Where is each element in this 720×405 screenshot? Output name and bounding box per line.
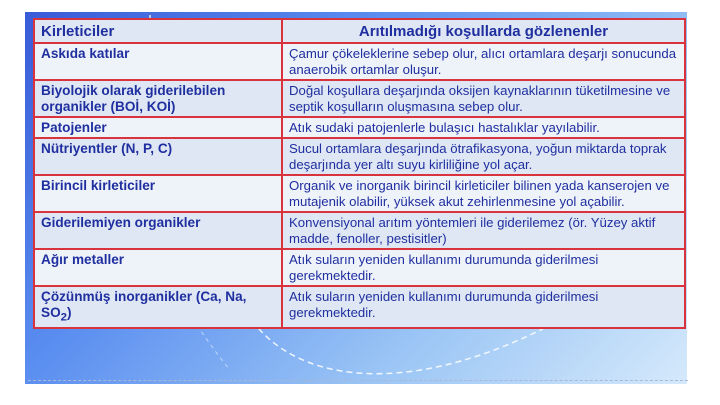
- effect-cell: Atık sudaki patojenlerle bulaşıcı hastalıklar yayılabilir.: [282, 117, 685, 138]
- effect-cell: Sucul ortamlara deşarjında ötrafikasyona, yoğun miktarda toprak deşarjında yer altı suyu kirliliğine yol açar.: [282, 138, 685, 175]
- pollutant-cell: Giderilemiyen organikler: [34, 212, 282, 249]
- table-row: [34, 175, 685, 212]
- effect-cell: Atık suların yeniden kullanımı durumunda giderilmesi gerekmektedir.: [282, 249, 685, 286]
- pollutant-subscript: 2: [60, 311, 67, 324]
- pollutant-cell: Biyolojik olarak giderilebilen organikler (BOİ, KOİ): [34, 80, 282, 117]
- header-pollutants: Kirleticiler: [34, 19, 282, 43]
- table-row: [34, 80, 685, 117]
- table-row: [34, 212, 685, 249]
- pollutant-end-text: ): [66, 305, 72, 320]
- pollutants-table: [33, 18, 686, 329]
- table-row: [34, 138, 685, 175]
- pollutant-cell: Birincil kirleticiler: [34, 175, 282, 212]
- effect-cell: Doğal koşullara deşarjında oksijen kaynaklarının tüketilmesine ve septik koşulların oluşmasına sebep olur.: [282, 80, 685, 117]
- effect-cell: Konvensiyonal arıtım yöntemleri ile giderilemez (ör. Yüzey aktif madde, fenoller, pestisitler): [282, 212, 685, 249]
- pollutant-main-text: Çözünmüş inorganikler (Ca, Na, SO: [41, 289, 247, 320]
- header-observations: Arıtılmadığı koşullarda gözlenenler: [282, 19, 685, 43]
- effect-cell: Çamur çökeleklerine sebep olur, alıcı ortamlara deşarjı sonucunda anaerobik ortamlar oluşur.: [282, 43, 685, 80]
- pollutant-cell: Patojenler: [34, 117, 282, 138]
- effect-cell: Organik ve inorganik birincil kirleticiler bilinen yada kanserojen ve mutajenik olabilir, yüksek akut zehirlenmesine yol açabilir.: [282, 175, 685, 212]
- pollutant-cell: [34, 286, 282, 328]
- table-row: [34, 249, 685, 286]
- table-row: [34, 117, 685, 138]
- table-row: [34, 43, 685, 80]
- pollutant-cell: Askıda katılar: [34, 43, 282, 80]
- effect-cell: Atık suların yeniden kullanımı durumunda giderilmesi gerekmektedir.: [282, 286, 685, 328]
- pollutant-cell: Nütriyentler (N, P, C): [34, 138, 282, 175]
- decorative-dashed-line: [28, 380, 688, 381]
- pollutant-cell: Ağır metaller: [34, 249, 282, 286]
- table-header-row: [34, 19, 685, 43]
- table-row: [34, 286, 685, 328]
